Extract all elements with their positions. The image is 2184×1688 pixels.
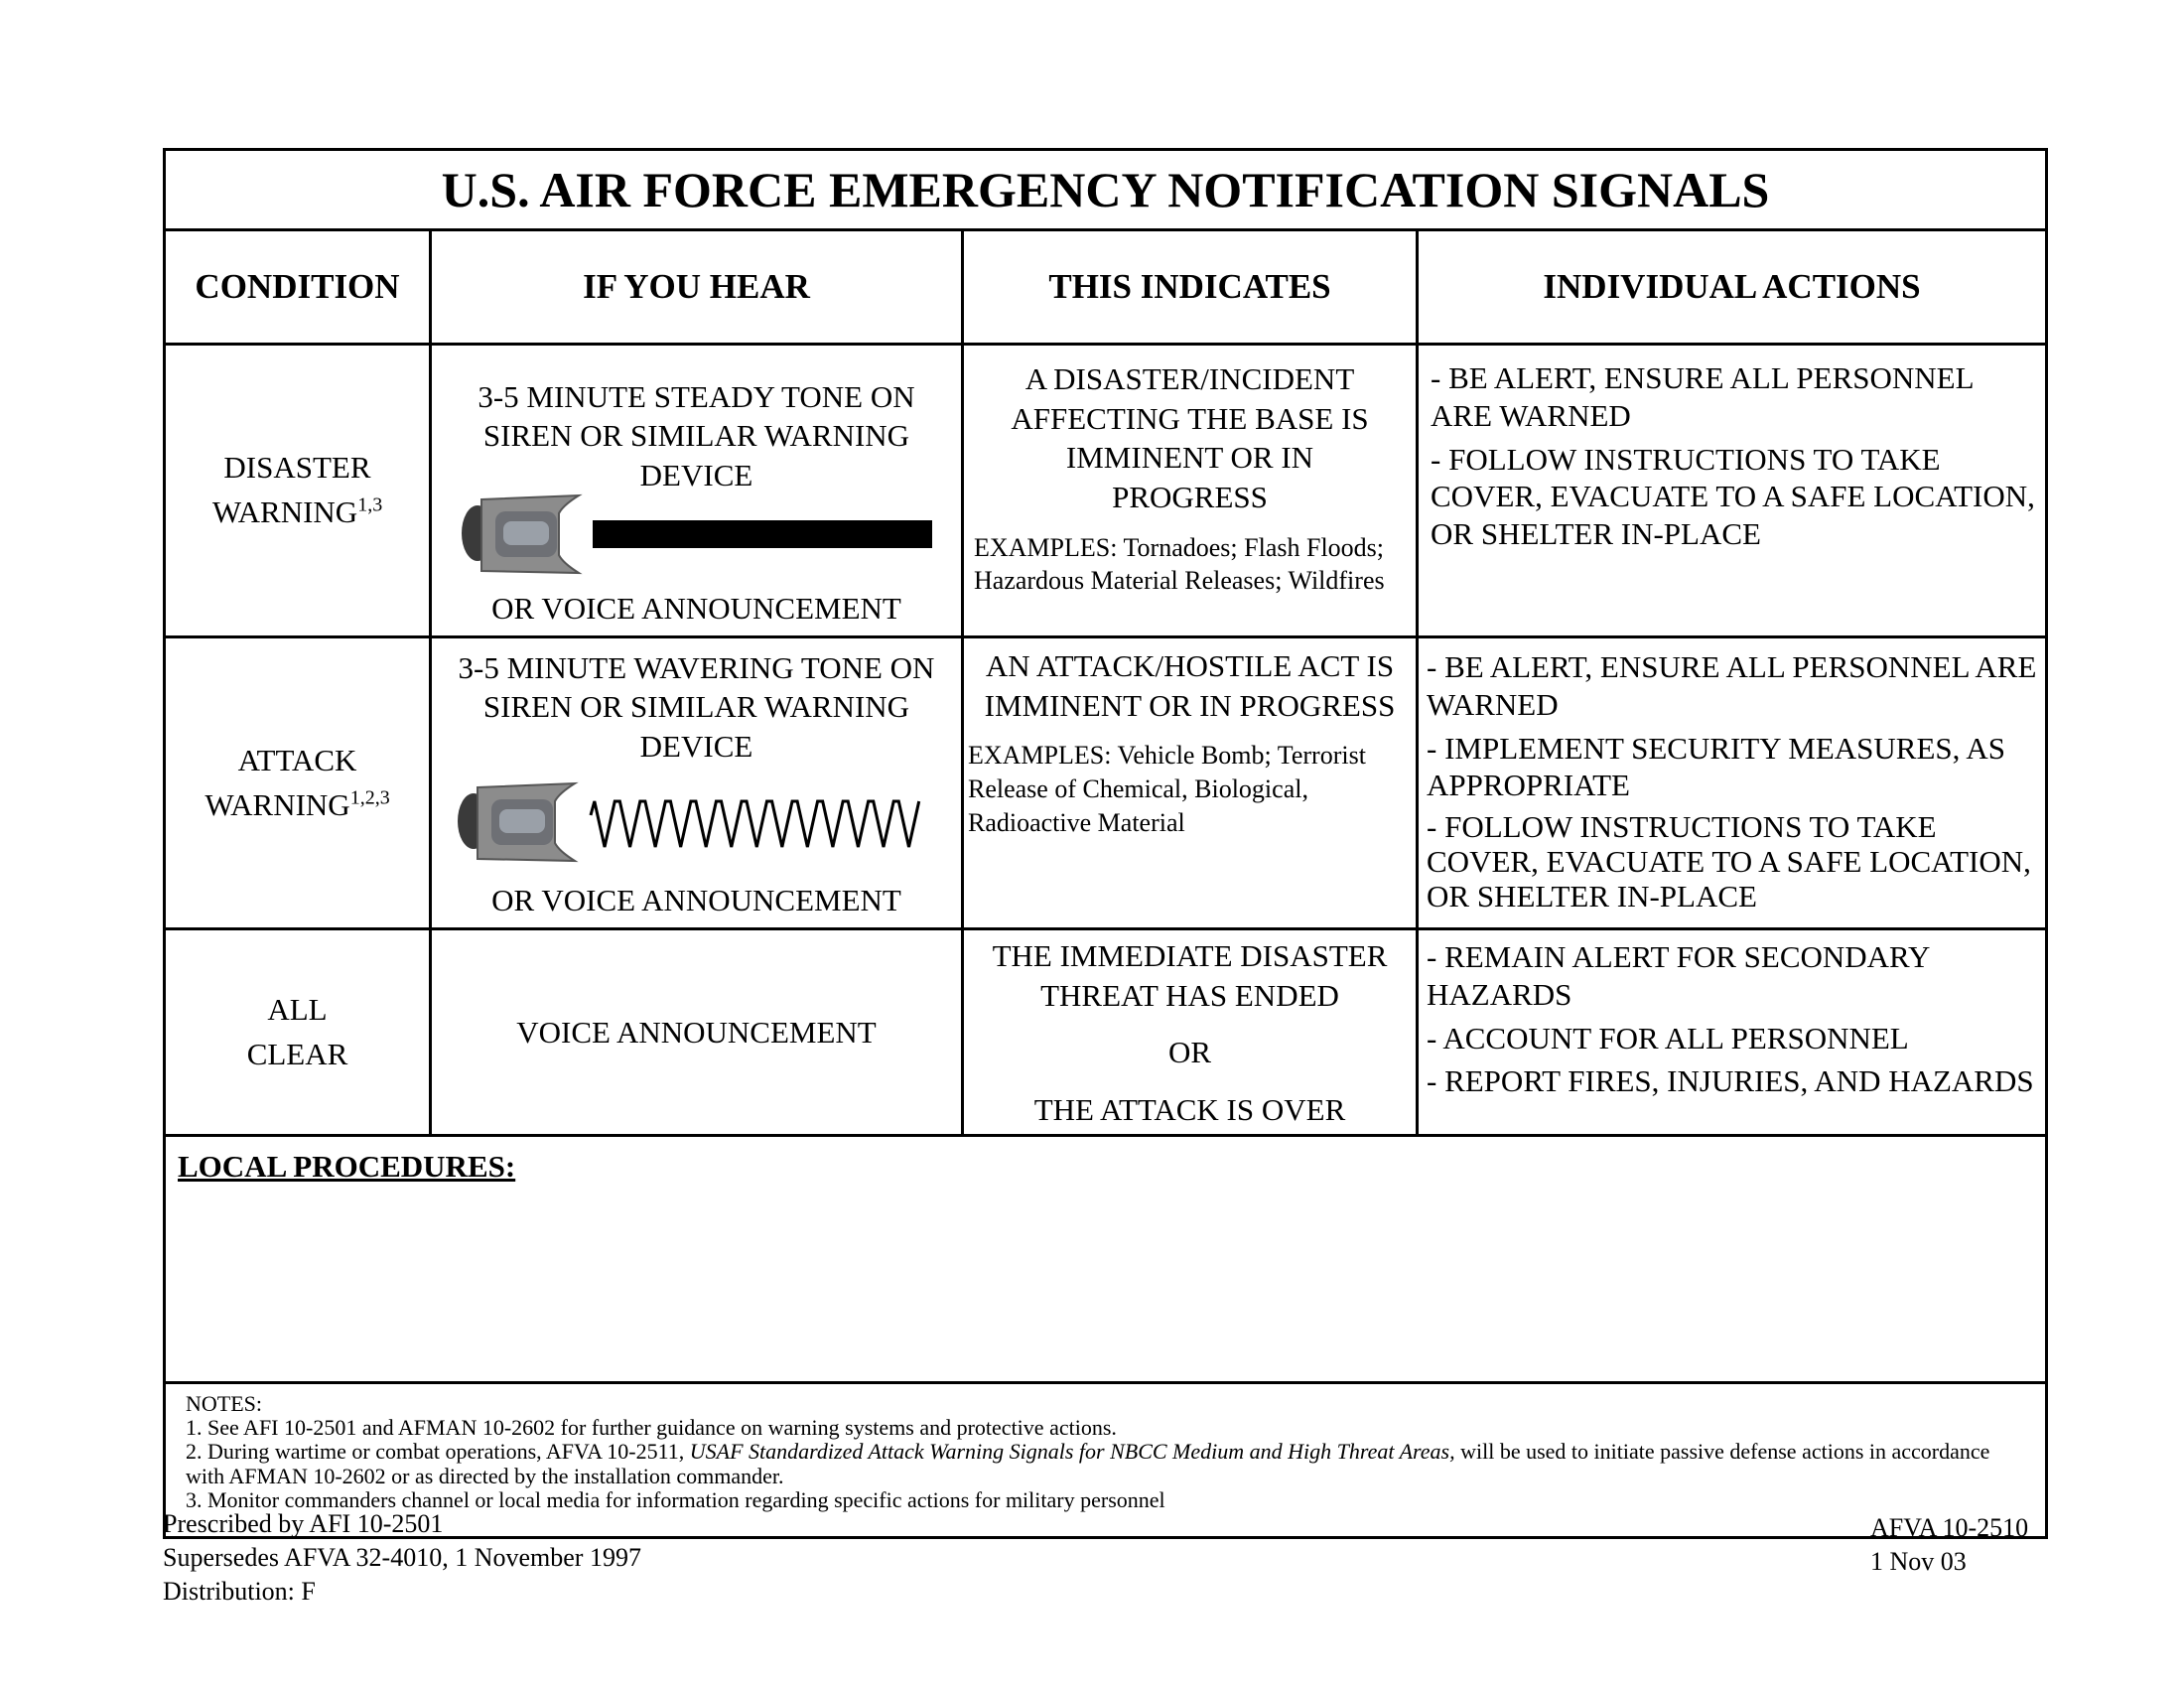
notes-heading: NOTES: <box>186 1391 262 1416</box>
siren-icon <box>456 779 579 867</box>
hear-cell: VOICE ANNOUNCEMENT <box>431 929 963 1136</box>
local-procedures-heading: LOCAL PROCEDURES: <box>178 1149 516 1184</box>
hear-text: 3-5 MINUTE WAVERING TONE ON SIREN OR SIMILAR WARNING DEVICE <box>458 649 935 764</box>
hear-text: 3-5 MINUTE STEADY TONE ON SIREN OR SIMILAR WARNING DEVICE <box>478 378 915 492</box>
table-row-disaster-warning <box>165 345 2047 637</box>
hear-cell <box>431 637 963 929</box>
footer-right: AFVA 10-2510 1 Nov 03 <box>1870 1513 2029 1576</box>
table-row-all-clear <box>165 929 2047 1136</box>
local-procedures-section <box>165 1136 2047 1383</box>
condition-cell: ALL CLEAR <box>165 929 431 1136</box>
hear-alt-text: OR VOICE ANNOUNCEMENT <box>491 882 901 917</box>
examples-text: EXAMPLES: Vehicle Bomb; Terrorist Release of Chemical, Biological, Radioactive Material <box>968 741 1366 837</box>
table-row-attack-warning <box>165 637 2047 929</box>
steady-tone-icon <box>593 520 936 550</box>
examples-text: EXAMPLES: Tornadoes; Flash Floods; Hazardous Material Releases; Wildfires <box>974 532 1385 596</box>
condition-cell: DISASTER WARNING$^{1,3}$ <box>165 345 431 637</box>
actions-cell: - BE ALERT, ENSURE ALL PERSONNEL ARE WARNED - FOLLOW INSTRUCTIONS TO TAKE COVER, EVACUATE TO A SAFE LOCATION, OR SHELTER IN-PLACE <box>1418 345 2047 637</box>
signals-table <box>163 148 2048 1539</box>
siren-icon <box>460 492 583 579</box>
header-this-indicates: THIS INDICATES <box>963 230 1418 345</box>
actions-cell: - BE ALERT, ENSURE ALL PERSONNEL ARE WARNED - IMPLEMENT SECURITY MEASURES, AS APPROPRIATE - FOLLOW INSTRUCTIONS TO TAKE COVER, EVACUATE TO A SAFE LOCATION, OR SHELTER IN-PLACE <box>1418 637 2047 929</box>
header-individual-actions: INDIVIDUAL ACTIONS <box>1418 230 2047 345</box>
indicates-cell: THE IMMEDIATE DISASTER THREAT HAS ENDED OR THE ATTACK IS OVER <box>963 929 1418 1136</box>
hear-alt-text: OR VOICE ANNOUNCEMENT <box>491 590 901 626</box>
header-condition: CONDITION <box>165 230 431 345</box>
page-title: U.S. AIR FORCE EMERGENCY NOTIFICATION SIGNALS <box>165 150 2047 230</box>
condition-cell: ATTACK WARNING$^{1,2,3}$ <box>165 637 431 929</box>
hear-cell <box>431 345 963 637</box>
header-if-you-hear: IF YOU HEAR <box>431 230 963 345</box>
actions-cell: - REMAIN ALERT FOR SECONDARY HAZARDS - ACCOUNT FOR ALL PERSONNEL - REPORT FIRES, INJURIES, AND HAZARDS <box>1418 929 2047 1136</box>
note-2: 2. During wartime or combat operations, AFVA 10-2511, USAF Standardized Attack Warning Signals for NBCC Medium and High Threat Areas, will be used to initiate passive defense actions in accordance with AFMAN 10-2602 or as directed by the installation commander. <box>186 1439 1990 1488</box>
indicates-cell: A DISASTER/INCIDENT AFFECTING THE BASE IS IMMINENT OR IN PROGRESS EXAMPLES: Tornadoes; Flash Floods; Hazardous Material Releases; Wildfires <box>963 345 1418 637</box>
indicates-cell: AN ATTACK/HOSTILE ACT IS IMMINENT OR IN PROGRESS EXAMPLES: Vehicle Bomb; Terrorist Release of Chemical, Biological, Radioactive Material <box>963 637 1418 929</box>
note-1: 1. See AFI 10-2501 and AFMAN 10-2602 for further guidance on warning systems and protective actions. <box>186 1415 1117 1441</box>
note-3: 3. Monitor commanders channel or local media for information regarding specific actions for military personnel <box>186 1486 1165 1512</box>
wavering-tone-icon <box>587 795 924 851</box>
footer-left: Prescribed by AFI 10-2501 Supersedes AFVA 32-4010, 1 November 1997 Distribution: F <box>163 1509 641 1606</box>
